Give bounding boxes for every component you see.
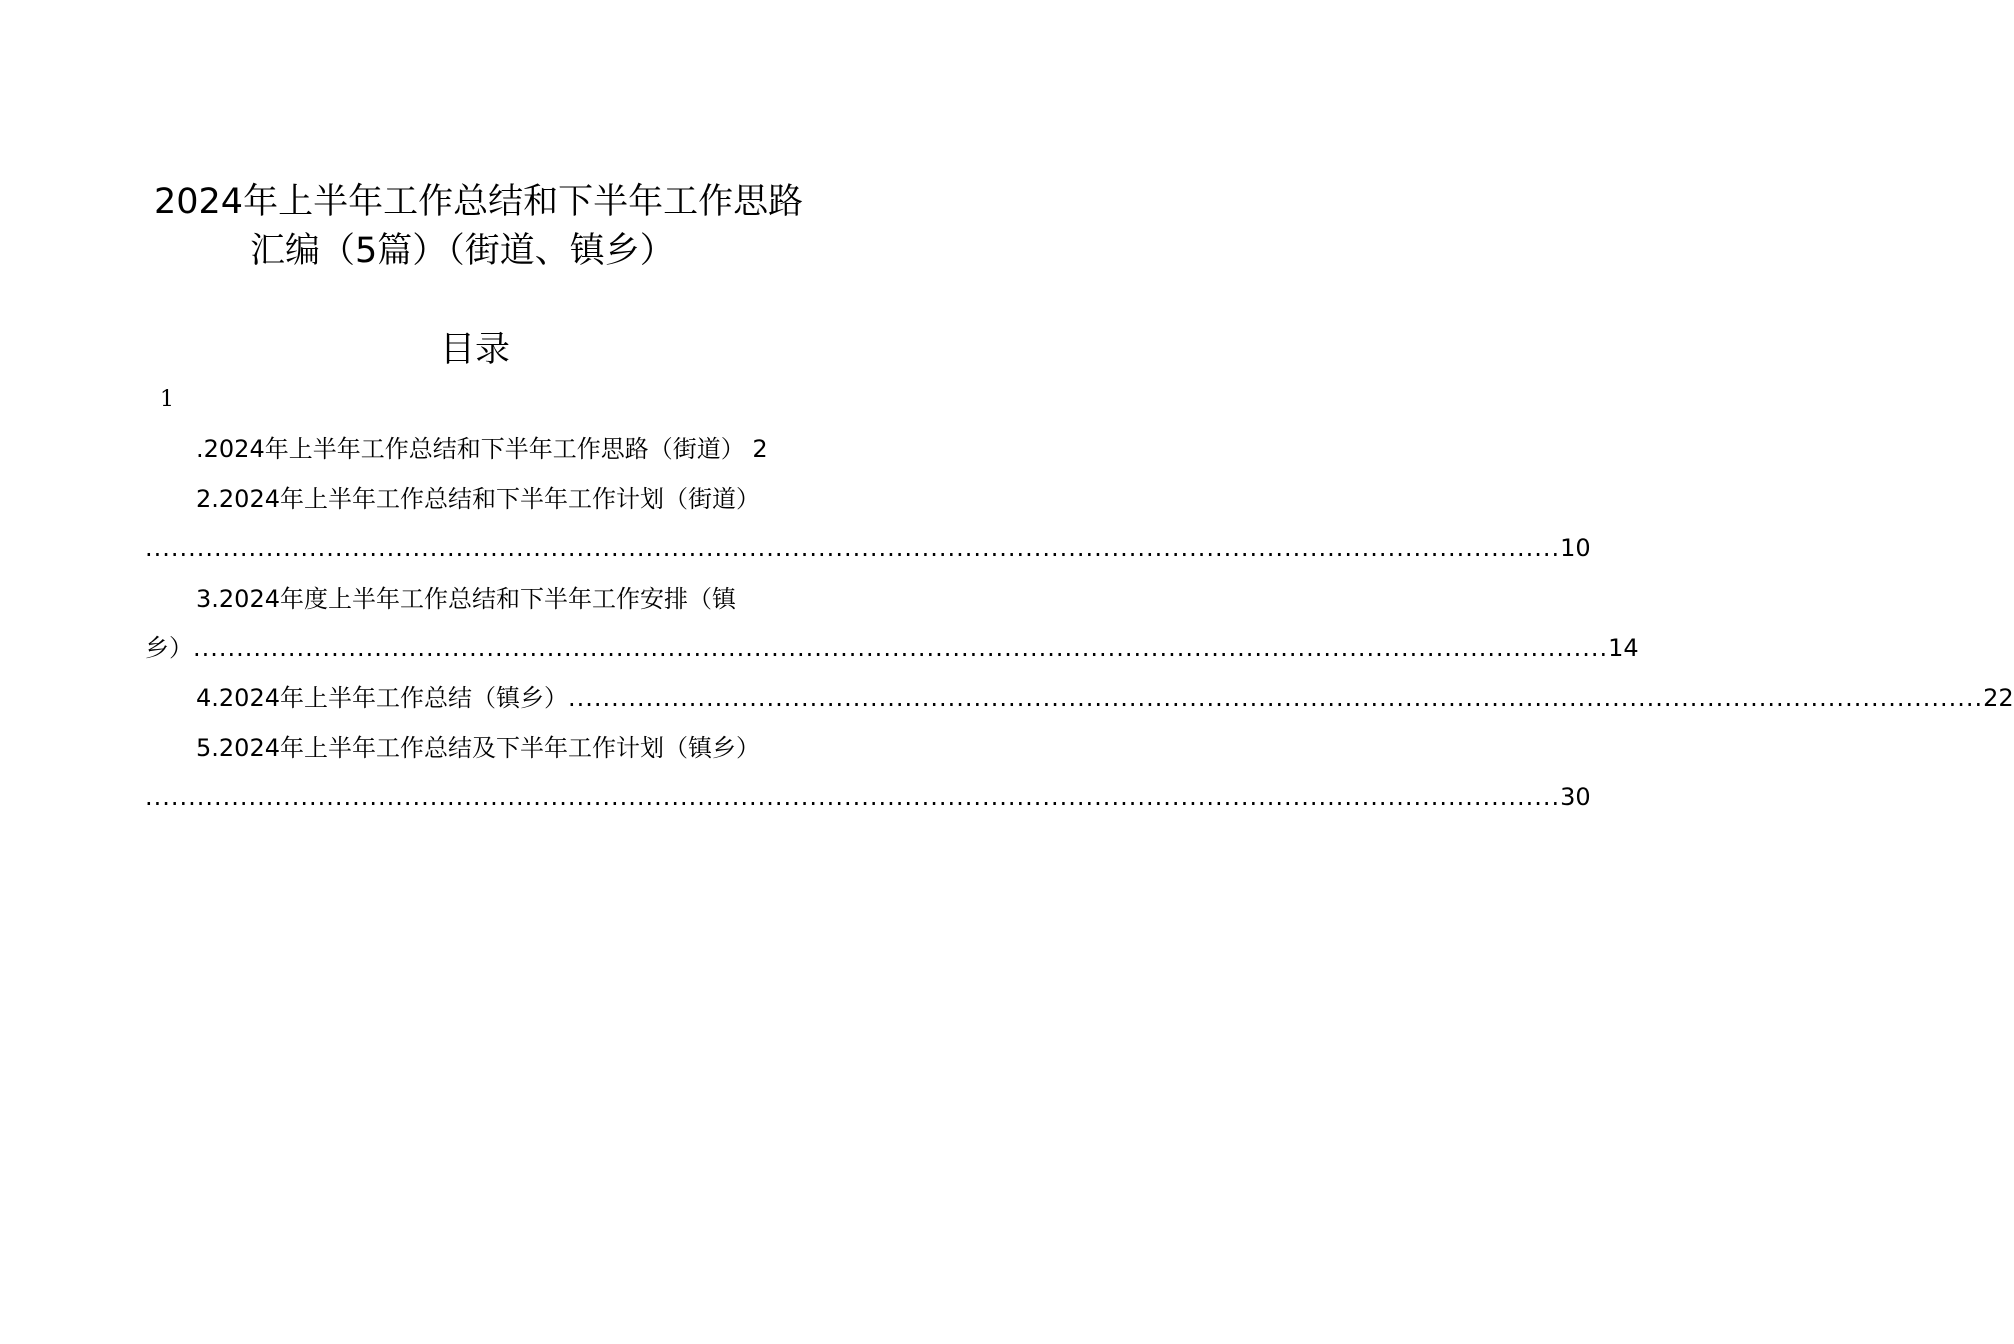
toc-entry-3-text-line-2: 乡） <box>145 634 193 662</box>
toc-entry-3-page: 14 <box>1608 634 1639 662</box>
toc-entry-3-text-line-1: 3.2024年度上半年工作总结和下半年工作安排（镇 <box>196 585 736 613</box>
toc-heading: 目录 <box>439 330 510 370</box>
toc-entry-1-text: .2024年上半年工作总结和下半年工作思路（街道） <box>196 435 745 463</box>
toc-entry-4-text: 4.2024年上半年工作总结（镇乡） <box>196 684 568 712</box>
toc-entry-3[interactable] <box>196 582 736 616</box>
toc-entry-1-page: 2 <box>752 435 768 463</box>
toc-entry-5-text: 5.2024年上半年工作总结及下半年工作计划（镇乡） <box>196 734 760 762</box>
toc-entry-5[interactable] <box>196 731 760 765</box>
dot-leader: .................................................................................................................................................................... <box>145 534 1561 562</box>
toc-entry-3-leader <box>145 631 1639 665</box>
toc-entry-4[interactable] <box>196 681 2014 715</box>
toc-entry-2-leader <box>145 531 1591 565</box>
dot-leader: .................................................................................................................................................................... <box>567 684 1984 712</box>
toc-entry-5-leader <box>145 780 1591 814</box>
toc-entry-4-page: 22 <box>1983 684 2014 712</box>
toc-entry-2-page: 10 <box>1560 534 1591 562</box>
document-title-line-2: 汇编（5篇）（街道、镇乡） <box>250 231 675 271</box>
document-title-line-1: 2024年上半年工作总结和下半年工作思路 <box>154 182 804 222</box>
dot-leader: .................................................................................................................................................................... <box>193 634 1609 662</box>
toc-entry-2[interactable] <box>196 482 760 516</box>
toc-entry-1[interactable] <box>196 432 768 466</box>
toc-entry-2-text: 2.2024年上半年工作总结和下半年工作计划（街道） <box>196 485 760 513</box>
dot-leader: .................................................................................................................................................................... <box>145 783 1561 811</box>
toc-entry-5-page: 30 <box>1560 783 1591 811</box>
stray-list-number: 1 <box>160 387 174 412</box>
